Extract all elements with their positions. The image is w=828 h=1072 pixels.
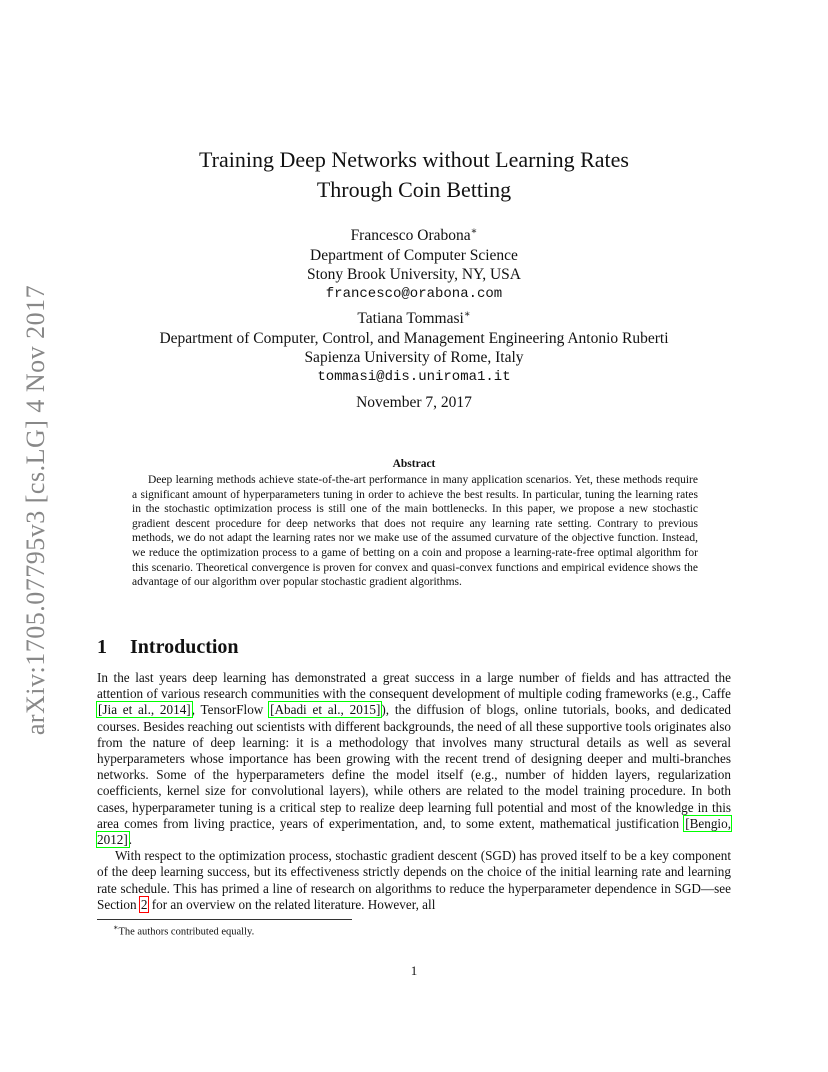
citation-link[interactable]: [Abadi et al., 2015] (270, 702, 381, 718)
abstract-heading: Abstract (392, 458, 436, 470)
author-email: francesco@orabona.com (325, 285, 503, 302)
author-affiliation: Stony Brook University, NY, USA (306, 266, 521, 284)
text-run: . (128, 832, 133, 848)
paper-title (0, 145, 828, 205)
text-run: With respect to the optimization process, stochastic gradient descent (SGD) has proved itself to be a key component of the deep learning success, but its effectiveness strictly depends on the choice of the initial learning rate and learning rate schedule. This has primed a line of research on algorithms to reduce the hyperparameter dependence in SGD—see Section (97, 848, 731, 912)
author-name: Francesco Orabona (350, 227, 471, 245)
footnote-mark: ∗ (113, 923, 119, 932)
abstract-body (132, 473, 698, 590)
author-email: tommasi@dis.uniroma1.it (317, 368, 511, 385)
author-block-2 (0, 305, 828, 387)
section-number: 1 (97, 636, 107, 658)
section-title: Introduction (130, 636, 239, 658)
author-name: Tatiana Tommasi (357, 310, 464, 328)
footnote (113, 923, 254, 938)
author-footnote-mark: ∗ (463, 309, 471, 320)
section-heading (97, 636, 239, 659)
title-line-1: Training Deep Networks without Learning Rates (199, 147, 629, 172)
text-run: In the last years deep learning has demonstrated a great success in a large number of fields and has attracted the attention of various research communities with the consequent development of multiple coding frameworks (e.g., Caffe (97, 670, 731, 702)
paper-date: November 7, 2017 (356, 394, 472, 411)
section-reference-link[interactable]: 2 (140, 896, 148, 912)
page-number: 1 (410, 963, 418, 978)
author-footnote-mark: ∗ (470, 226, 478, 237)
author-department: Department of Computer Science (310, 246, 518, 264)
intro-paragraph-2 (97, 848, 731, 913)
citation-link[interactable]: [Bengio, 2012] (97, 815, 731, 848)
text-run: for an overview on the related literature. However, all (148, 896, 436, 912)
abstract-text: Deep learning methods achieve state-of-the-art performance in many application scenarios. Yet, these methods require a significant amount of hyperparameters tuning in order to achieve the best results. In particular, tuning the learning rates in the stochastic optimization process is still one of the main bottlenecks. In this paper, we propose a new stochastic gradient descent procedure for deep networks that does not require any learning rate setting. Contrary to previous methods, we do not adapt the learning rates nor we make use of the assumed curvature of the objective function. Instead, we reduce the optimization process to a game of betting on a coin and propose a learning-rate-free optimal algorithm for this scenario. Theoretical convergence is proven for convex and quasi-convex functions and empirical evidence shows the advantage of our algorithm over popular stochastic gradient algorithms. (132, 474, 698, 589)
author-block-1 (0, 222, 828, 304)
text-run: , TensorFlow (191, 702, 270, 718)
author-affiliation: Sapienza University of Rome, Italy (304, 349, 524, 367)
author-department: Department of Computer, Control, and Management Engineering Antonio Ruberti (159, 329, 669, 347)
footnote-text: The authors contributed equally. (118, 926, 255, 938)
text-run: ), the diffusion of blogs, online tutorials, books, and dedicated courses. Besides reaching out scientists with different backgrounds, the need of all these supportive tools originates also from the nature of deep learning: it is a methodology that involves many structural details as well as several hyperparameters whose importance has been growing with the recent trend of designing deeper and multi-branches networks. Some of the hyperparameters define the model itself (e.g., number of hidden layers, regularization coefficients, kernel size for convolutional layers), while others are related to the model training procedure. In both cases, hyperparameter tuning is a critical step to realize deep learning full potential and most of the knowledge in this area comes from living practice, years of experimentation, and, to some extent, mathematical justification (97, 702, 732, 831)
arxiv-id-text: arXiv:1705.07795v3 [cs.LG] 4 Nov 2017 (21, 284, 50, 736)
title-line-2: Through Coin Betting (316, 177, 512, 202)
footnote-divider (97, 919, 352, 920)
citation-link[interactable]: [Jia et al., 2014] (98, 702, 191, 718)
introduction-body (97, 670, 731, 913)
intro-paragraph-1 (97, 670, 731, 848)
